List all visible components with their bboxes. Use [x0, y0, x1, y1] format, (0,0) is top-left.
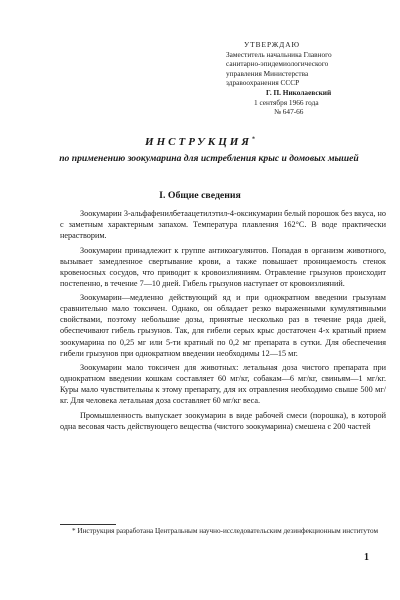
- section-heading: I. Общие сведения: [159, 190, 241, 201]
- paragraph: Зоокумарин принадлежит к группе антикоагулянтов. Попадая в организм животного, вызывает замедленное свертывание крови, а также повышает проницаемость стенок кровеносных сосудов, что приводит к кровоизлияниям. Отравление грызунов происходит постепенно, в течение 7—10 дней. Гибель грызунов наступает от кровоизлияний.: [60, 245, 386, 288]
- paragraph: Зоокумарин—медленно действующий яд и при однократном введении грызунам сравнительно мало токсичен. Однако, он обладает резко выраженными кумулятивными свойствами, поэтому небольшие дозы, принятые несколько раз в течение ряда дней, обеспечивают гибель грызунов. Так, для гибели серых крыс достаточен 4-х кратный прием зоокумарина по 0,25 мг или 5-ти кратный по 0,2 мг препарата в сутки. Для обеспечения гибели грызунов при однократном введении необходимы 12—15 мг.: [60, 293, 386, 358]
- footnote-text: * Инструкция разработана Центральным научно-исследовательским дезинфекционным институтом: [72, 527, 378, 535]
- approval-signatory: Г. П. Николаевский: [266, 87, 332, 97]
- page-number: 1: [364, 552, 369, 563]
- paragraph: Промышленность выпускает зоокумарин в виде рабочей смеси (порошка), в которой одна весовая часть действующего вещества (чистого зоокумарина) смешена с 200 частей: [60, 410, 386, 431]
- approval-block: [226, 40, 386, 117]
- approval-line: Заместитель начальника Главного: [226, 49, 332, 59]
- title-footnote-mark: *: [251, 136, 255, 143]
- document-title: [0, 136, 400, 148]
- paragraph: Зоокумарин 3-альфафенилбетаацетилэтил-4-оксикумарин белый порошок без вкуса, но с заметным характерным запахом. Температура плавления 162°С. В воде практически нерастворим.: [60, 209, 386, 241]
- approval-line: санитарно-эпидемиологического: [226, 59, 329, 69]
- footnote: [60, 527, 386, 537]
- approval-line: здравоохранения СССР: [226, 78, 300, 88]
- paragraph: Зоокумарин мало токсичен для животных: летальная доза чистого препарата при однократном введении кошкам составляет 60 мг/кг, собакам—6 мг/кг, свиньям—1 мг/кг. Куры мало чувствительны к этому препарату, для их отравления необходимо свыше 500 мг/кг. Для человека летальная доза составляет 60 мг/кг веса.: [60, 363, 386, 406]
- approval-date: 1 сентября 1966 года: [254, 97, 319, 107]
- title-text: ИНСТРУКЦИЯ: [145, 136, 252, 148]
- footnote-divider: [60, 524, 116, 525]
- approval-heading: УТВЕРЖДАЮ: [244, 40, 301, 49]
- approval-line: управления Министерства: [226, 68, 309, 78]
- document-subtitle: по применению зоокумарина для истребления крыс и домовых мышей: [59, 153, 359, 164]
- body-text: [60, 208, 386, 435]
- approval-number: № 647-66: [274, 107, 304, 117]
